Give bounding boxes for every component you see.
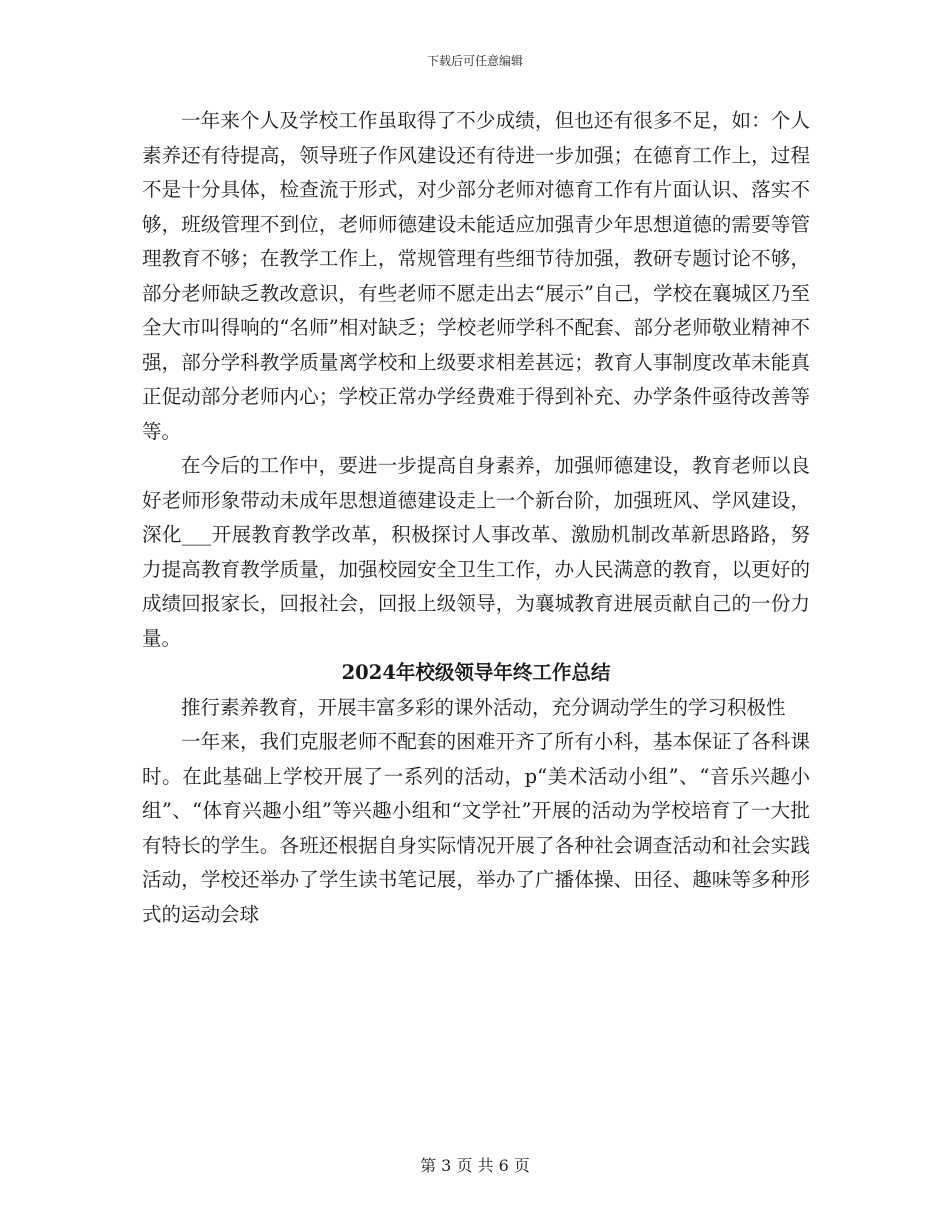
page-header-note: 下载后可任意编辑 — [426, 54, 523, 68]
paragraph-shortcomings: 一年来个人及学校工作虽取得了不少成绩，但也还有很多不足，如：个人素养还有待提高，领导班子作风建设还有待进一步加强；在德育工作上，过程不是十分具体，检查流于形式，对少部分老师对德育工作有片面认识、落实不够，班级管理不到位，老师师德建设未能适应加强青少年思想道德的需要等管理教育不够；在教学工作上，常规管理有些细节待加强，教研专题讨论不够，部分老师缺乏教改意识，有些老师不愿走出去“展示”自己，学校在襄城区乃至全大市叫得响的“名师”相对缺乏；学校老师学科不配套、部分老师敬业精神不强，部分学科教学质量离学校和上级要求相差甚远；教育人事制度改革未能真正促动部分老师内心；学校正常办学经费难于得到补充、办学条件亟待改善等等。 — [142, 109, 810, 443]
paragraph-activities: 一年来，我们克服老师不配套的困难开齐了所有小科，基本保证了各科课时。在此基础上学校开展了一系列的活动，p“美术活动小组”、“音乐兴趣小组”、“体育兴趣小组”等兴趣小组和“文学社”开展的活动为学校培育了一大批有特长的学生。各班还根据自身实际情况开展了各种社会调查活动和社会实践活动，学校还举办了学生读书笔记展，举办了广播体操、田径、趣味等多种形式的运动会球 — [142, 730, 810, 926]
page-number: 第 3 页 共 6 页 — [420, 1156, 530, 1175]
document-body — [142, 104, 810, 932]
paragraph-quality-education: 推行素养教育，开展丰富多彩的课外活动，充分调动学生的学习积极性 — [181, 695, 786, 719]
section-title: 2024年校级领导年终工作总结 — [341, 661, 611, 684]
paragraph-future-work: 在今后的工作中，要进一步提高自身素养，加强师德建设，教育老师以良好老师形象带动未成年思想道德建设走上一个新台阶，加强班风、学风建设，深化___开展教育教学改革，积极探讨人事改革、激励机制改革新思路路，努力提高教育教学质量，加强校园安全卫生工作，办人民满意的教育，以更好的成绩回报家长，回报社会，回报上级领导，为襄城教育进展贡献自己的一份力量。 — [142, 454, 810, 650]
